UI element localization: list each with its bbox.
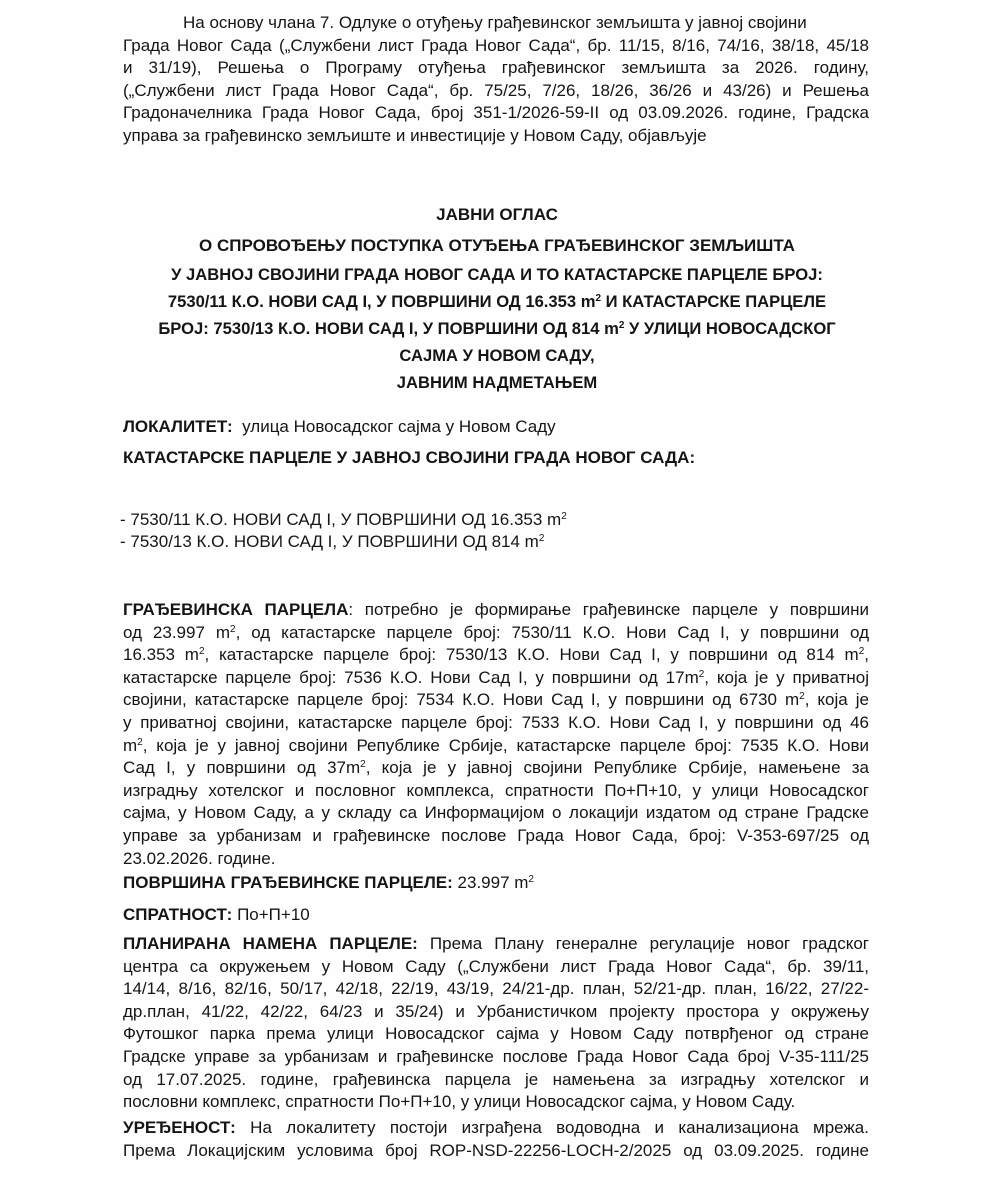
paragraph-line: у приватној својини, катастарске парцеле број: 7533 К.О. Нови Сад I, у површини од 46	[123, 712, 869, 732]
superscript: 2	[858, 646, 865, 658]
superscript: 2	[799, 691, 805, 703]
building-parcel-paragraph	[123, 599, 869, 870]
paragraph-text: На локалитету постоји изграђена водоводна и канализациона мрежа.	[235, 1118, 869, 1137]
paragraph-line: сајма, у Новом Саду, а у складу са Информацијом о локацији издатом од стране Градске	[123, 803, 869, 823]
list-item	[120, 509, 567, 531]
locality-label: ЛОКАЛИТЕТ:	[123, 417, 233, 436]
paragraph-text: катастарске парцеле број: 7536 К.О. Нови Сад I, у површини од 17m	[123, 667, 699, 687]
paragraph-line	[123, 757, 869, 780]
title-text: 7530/11 К.О. НОВИ САД I, У ПОВРШИНИ ОД 16.353 m	[167, 292, 596, 311]
intro-line: („Службени лист Града Новог Сада“, бр. 75/25, 7/26, 18/26, 36/26 и 43/26) и Решења	[123, 80, 869, 100]
paragraph-text: , која је	[804, 690, 869, 710]
section-label: ПЛАНИРАНА НАМЕНА ПАРЦЕЛЕ:	[123, 934, 418, 953]
paragraph-text: , катастарске парцеле број: 7530/13 К.О. Нови Сад I, у површини од 814 m	[204, 645, 859, 665]
locality-value: улица Новосадског сајма у Новом Саду	[242, 417, 556, 436]
superscript: 2	[595, 293, 602, 304]
paragraph-line: др.план, 41/22, 42/22, 64/23 и 35/24) и Урбанистичком пројекту простора у окружењу	[123, 1001, 869, 1021]
paragraph-text: 16.353 m	[123, 645, 199, 665]
paragraph-text: од 23.997 m	[123, 622, 231, 642]
area-label: ПОВРШИНА ГРАЂЕВИНСКЕ ПАРЦЕЛЕ:	[123, 873, 453, 892]
paragraph-text: m	[123, 735, 138, 755]
intro-paragraph	[123, 12, 869, 148]
paragraph-line: изградњу хотелског и пословног комплекса, спратности По+П+10, у улици Новосадског	[123, 780, 869, 800]
floors-label: СПРАТНОСТ:	[123, 905, 233, 924]
intro-line: Града Новог Сада („Службени лист Града Новог Сада“, бр. 11/15, 8/16, 74/16, 38/18, 45/18	[123, 35, 869, 55]
intro-line: управа за грађевинско земљиште и инвестиције у Новом Саду, објављује	[123, 125, 707, 145]
paragraph-text: : потребно је формирање грађевинске парцеле у површини	[348, 600, 869, 619]
paragraph-line	[123, 622, 869, 645]
superscript: 2	[137, 736, 143, 748]
paragraph-text: , која је у приватној	[704, 667, 869, 687]
paragraph-line: Градске управе за урбанизам и грађевинске послове Града Новог Сада број V-35-111/25	[123, 1046, 869, 1066]
list-item	[120, 531, 544, 553]
superscript: 2	[538, 533, 545, 544]
paragraph-text: , од катастарске парцеле број: 7530/11 К.О. Нови Сад I, у површини од	[235, 622, 869, 642]
locality-row	[123, 416, 556, 438]
superscript: 2	[561, 511, 567, 522]
superscript: 2	[618, 320, 625, 331]
paragraph-line: центра са окружењем у Новом Саду („Службени лист Града Новог Сада“, бр. 39/11,	[123, 956, 869, 976]
paragraph-line: Према Локацијским условима број ROP-NSD-22256-LOCH-2/2025 од 03.09.2025. године	[123, 1140, 869, 1160]
paragraph-line	[123, 599, 869, 622]
paragraph-text: ,	[864, 645, 869, 665]
area-row	[123, 872, 534, 894]
title-text: И КАТАСТАРСКЕ ПАРЦЕЛЕ	[601, 292, 827, 311]
paragraph-line: 14/14, 8/16, 82/16, 50/17, 42/18, 22/19, 43/19, 24/21-др. план, 52/21-др. план, 16/22, 27/22-	[123, 979, 869, 999]
paragraph-line: Футошког парка према улици Новосадског сајма у Новом Саду потврђеног од стране	[123, 1024, 869, 1044]
title-line: САЈМА У НОВОМ САДУ,	[399, 346, 595, 365]
parcel-text: - 7530/13 К.О. НОВИ САД I, У ПОВРШИНИ ОД 814 m	[120, 532, 539, 551]
equipment-paragraph	[123, 1117, 869, 1162]
title-line	[100, 315, 894, 342]
superscript: 2	[698, 668, 705, 680]
paragraph-text: Према Плану генералне регулације новог градског	[417, 934, 869, 953]
paragraph-text: Сад I, у површини од 37m	[123, 758, 361, 778]
floors-row	[123, 904, 310, 926]
paragraph-text: , која је у јавној својини Републике Србије, намењене за	[365, 758, 869, 778]
superscript: 2	[528, 874, 534, 885]
paragraph-line	[123, 933, 869, 956]
title-line: У ЈАВНОЈ СВОЈИНИ ГРАДА НОВОГ САДА И ТО КАТАСТАРСКЕ ПАРЦЕЛЕ БРОЈ:	[171, 265, 823, 284]
title-line: ЈАВНИМ НАДМЕТАЊЕМ	[396, 373, 598, 392]
paragraph-line	[123, 689, 869, 712]
superscript: 2	[198, 646, 205, 658]
paragraph-line	[123, 644, 869, 667]
paragraph-line: од 17.07.2025. године, грађевинска парцела је намењена за изградњу хотелског и	[123, 1069, 869, 1089]
title-text: БРОЈ: 7530/13 К.О. НОВИ САД I, У ПОВРШИНИ ОД 814 m	[158, 319, 619, 338]
section-label: УРЕЂЕНОСТ:	[123, 1118, 236, 1137]
paragraph-text: , која је у јавној својини Републике Србије, катастарске парцеле број: 7535 К.О. Нови	[142, 735, 869, 755]
cadastral-heading: КАТАСТАРСКЕ ПАРЦЕЛЕ У ЈАВНОЈ СВОЈИНИ ГРАДА НОВОГ САДА:	[123, 448, 696, 467]
area-value: 23.997 m	[457, 873, 529, 892]
notice-title	[100, 199, 894, 396]
paragraph-line: управе за урбанизам и грађевинске послове Града Новог Сада, број: V-353-697/25 од	[123, 825, 869, 845]
intro-line: и 31/19), Решења о Програму отуђења грађевинског земљишта за 2026. годину,	[123, 58, 869, 78]
paragraph-line	[123, 667, 869, 690]
title-text: У УЛИЦИ НОВОСАДСКОГ	[624, 319, 836, 338]
superscript: 2	[360, 759, 366, 771]
superscript: 2	[230, 623, 236, 635]
intro-line: На основу члана 7. Одлуке о отуђењу грађевинског земљишта у јавној својини	[183, 13, 807, 32]
intro-line: Градоначелника Града Новог Сада, број 351-1/2026-59-II од 03.09.2026. године, Градска	[123, 103, 869, 123]
floors-value: По+П+10	[237, 905, 310, 924]
paragraph-line	[123, 1117, 869, 1140]
paragraph-line: 23.02.2026. године.	[123, 848, 276, 868]
planned-use-paragraph	[123, 933, 869, 1114]
paragraph-line: пословни комплекс, спратности По+П+10, у улици Новосадског сајма, у Новом Саду.	[123, 1092, 796, 1112]
parcel-text: - 7530/11 К.О. НОВИ САД I, У ПОВРШИНИ ОД 16.353 m	[120, 510, 562, 529]
title-line: О СПРОВОЂЕЊУ ПОСТУПКА ОТУЂЕЊА ГРАЂЕВИНСКОГ ЗЕМЉИШТА	[199, 236, 795, 255]
paragraph-line	[123, 735, 869, 758]
paragraph-text: својини, катастарске парцеле број: 7534 К.О. Нови Сад I, у површини од 6730 m	[123, 690, 800, 710]
section-label: ГРАЂЕВИНСКА ПАРЦЕЛА	[123, 600, 349, 619]
title-line	[100, 288, 894, 315]
title-line: ЈАВНИ ОГЛАС	[436, 205, 558, 224]
